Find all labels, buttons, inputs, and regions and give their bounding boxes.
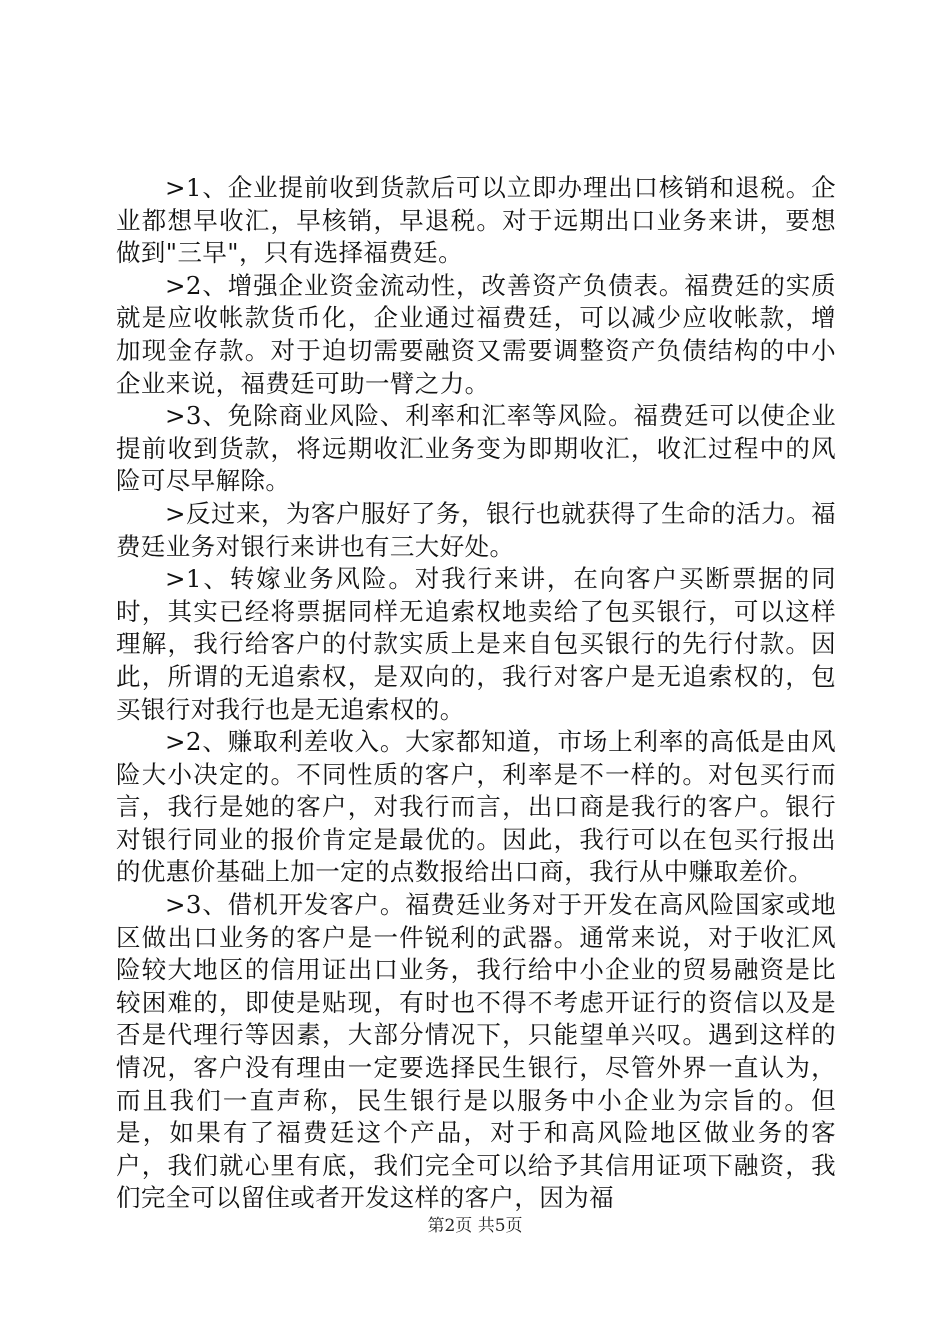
- paragraph-5: >1、转嫁业务风险。对我行来讲，在向客户买断票据的同时，其实已经将票据同样无追索权地卖给了包买银行，可以这样理解，我行给客户的付款实质上是来自包买银行的先行付款。因此，所谓的无追索权，是双向的，我行对客户是无追索权的，包买银行对我行也是无追索权的。: [116, 564, 836, 724]
- paragraph-3: >3、免除商业风险、利率和汇率等风险。福费廷可以使企业提前收到货款，将远期收汇业务变为即期收汇，收汇过程中的风险可尽早解除。: [116, 401, 836, 496]
- paragraph-7: >3、借机开发客户。福费廷业务对于开发在高风险国家或地区做出口业务的客户是一件锐利的武器。通常来说，对于收汇风险较大地区的信用证出口业务，我行给中小企业的贸易融资是比较困难的，即使是贴现，有时也不得不考虑开证行的资信以及是否是代理行等因素，大部分情况下，只能望单兴叹。遇到这样的情况，客户没有理由一定要选择民生银行，尽管外界一直认为，而且我们一直声称，民生银行是以服务中小企业为宗旨的。但是，如果有了福费廷这个产品，对于和高风险地区做业务的客户，我们就心里有底，我们完全可以给予其信用证项下融资，我们完全可以留住或者开发这样的客户，因为福: [116, 890, 836, 1213]
- paragraph-4: >反过来，为客户服好了务，银行也就获得了生命的活力。福费廷业务对银行来讲也有三大好处。: [116, 498, 836, 561]
- page-number-footer: 第2页 共5页: [427, 1216, 523, 1236]
- paragraph-2: >2、增强企业资金流动性，改善资产负债表。福费廷的实质就是应收帐款货币化，企业通过福费廷，可以减少应收帐款，增加现金存款。对于迫切需要融资又需要调整资产负债结构的中小企业来说，福费廷可助一臂之力。: [116, 270, 836, 398]
- paragraph-6: >2、赚取利差收入。大家都知道，市场上利率的高低是由风险大小决定的。不同性质的客户，利率是不一样的。对包买行而言，我行是她的客户，对我行而言，出口商是我行的客户。银行对银行同业的报价肯定是最优的。因此，我行可以在包买行报出的优惠价基础上加一定的点数报给出口商，我行从中赚取差价。: [116, 727, 836, 887]
- paragraph-1: >1、企业提前收到货款后可以立即办理出口核销和退税。企业都想早收汇，早核销，早退税。对于远期出口业务来讲，要想做到"三早"，只有选择福费廷。: [116, 173, 836, 268]
- document-body: [116, 172, 836, 1215]
